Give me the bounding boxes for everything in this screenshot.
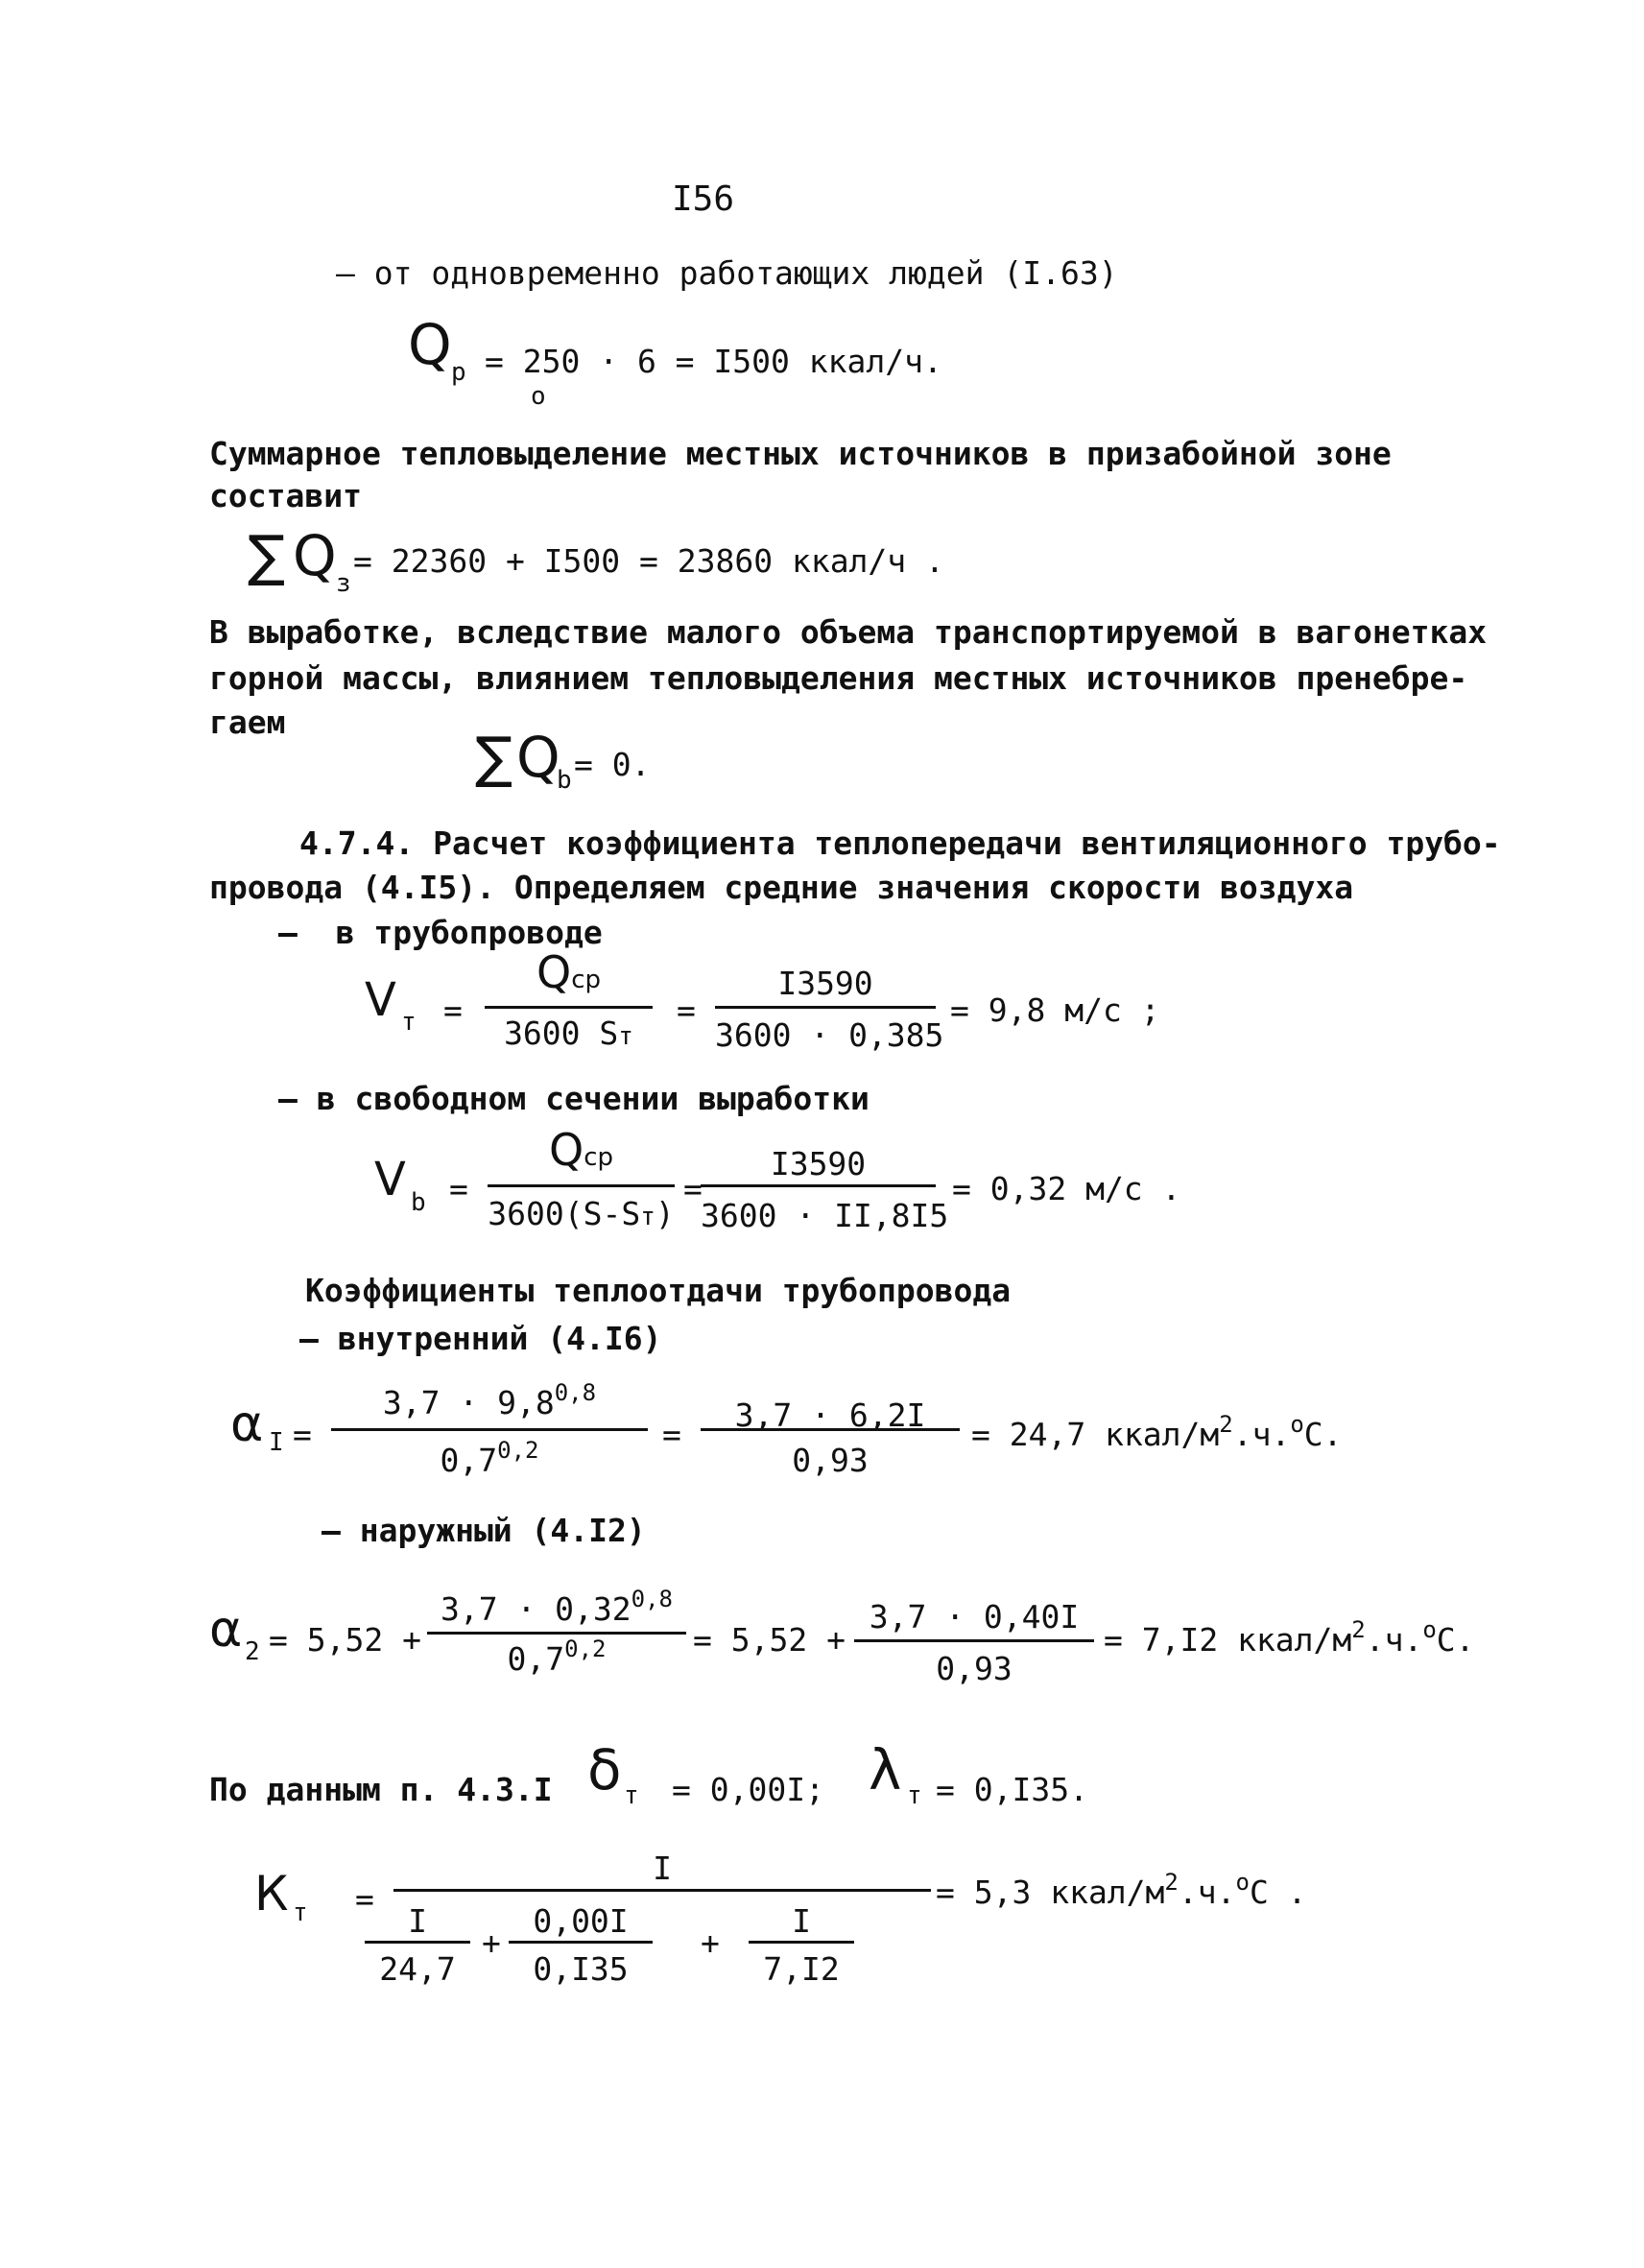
kt-term1-num: I <box>408 1902 427 1940</box>
formula-kt-result-sup: 2 <box>1164 1869 1179 1896</box>
formula-alpha2-num1 <box>427 1586 686 1628</box>
formula-kt-result-text3: С . <box>1249 1874 1307 1911</box>
formula-vb-eq2: = <box>683 1170 703 1207</box>
lambda-sub: т <box>907 1781 922 1810</box>
formula-alpha2-eq2: = 5,52 + <box>693 1621 846 1659</box>
formula-vb-num1-sub: ср <box>584 1143 614 1172</box>
formula-alpha1-den1-text: 0,7 <box>440 1442 498 1479</box>
formula-alpha1-result-text2: .ч. <box>1232 1416 1291 1453</box>
formula-vb-num2: I3590 <box>770 1145 867 1182</box>
fraction-bar <box>427 1632 686 1635</box>
formula-alpha1-num2: 3,7 · 6,2I <box>734 1397 926 1434</box>
formula-vt-num2: I3590 <box>777 965 873 1002</box>
formula-alpha1-num1-sup: 0,8 <box>554 1379 597 1406</box>
formula-vt-num1 <box>485 946 653 998</box>
heading-heat-transfer-coef: Коэффициенты теплоотдачи трубопровода <box>305 1272 1012 1309</box>
formula-kt-result-text2: .ч. <box>1178 1874 1236 1911</box>
formula-kt-numerator: I <box>653 1850 672 1887</box>
fraction-bar <box>749 1941 854 1944</box>
list-item-internal: – внутренний (4.I6) <box>299 1320 662 1357</box>
fraction-bar <box>488 1184 675 1187</box>
formula-alpha2-den1 <box>427 1635 686 1678</box>
fraction-bar <box>854 1639 1094 1642</box>
text-line-people: – от одновременно работающих людей (I.63) <box>336 254 1118 292</box>
formula-alpha1-symbol: α <box>230 1396 264 1453</box>
delta-value: = 0,00I; <box>672 1771 824 1808</box>
paragraph-sum-line1: Суммарное тепловыделение местных источников в призабойной зоне <box>209 435 1392 472</box>
formula-sum-qz-symbol: Q <box>293 523 337 588</box>
formula-vb-den1 <box>488 1195 675 1232</box>
formula-vt-den2: 3600 · 0,385 <box>715 1016 944 1054</box>
formula-sum-qb-rhs: = 0. <box>574 746 651 783</box>
formula-alpha1-result <box>971 1411 1343 1453</box>
formula-alpha1-num1 <box>331 1379 648 1421</box>
formula-vt-den1-sub: т <box>618 1022 633 1051</box>
formula-vb-den1-sub: т <box>640 1203 655 1231</box>
data-line-text: По данным п. 4.3.I <box>209 1771 553 1808</box>
formula-alpha2-result-sup: 2 <box>1351 1616 1366 1643</box>
formula-vb-den1-text: 3600(S-S <box>488 1195 641 1232</box>
formula-alpha2-result-text2: .ч. <box>1365 1621 1423 1659</box>
formula-alpha1-den1-sup: 0,2 <box>497 1437 539 1464</box>
formula-qp-mark: o <box>531 382 546 411</box>
formula-vt-den1-text: 3600 S <box>504 1015 619 1052</box>
formula-kt-symbol: К <box>254 1866 289 1922</box>
formula-alpha2-result <box>1104 1616 1475 1659</box>
formula-alpha2-result-text3: С. <box>1436 1621 1475 1659</box>
formula-alpha1-eq: = <box>293 1416 312 1453</box>
formula-kt-eq: = <box>355 1880 374 1918</box>
formula-qp-symbol: Q <box>408 312 452 377</box>
formula-vt-num1-sub: ср <box>571 966 602 994</box>
kt-plus2: + <box>701 1924 720 1962</box>
formula-alpha1-eq2: = <box>662 1416 681 1453</box>
formula-alpha2-num1-sup: 0,8 <box>631 1586 674 1612</box>
delta-symbol: δ <box>587 1737 622 1802</box>
formula-qp-sub: p <box>451 358 466 387</box>
lambda-symbol: λ <box>869 1737 902 1802</box>
fraction-bar <box>485 1006 653 1009</box>
formula-kt-result <box>936 1869 1307 1911</box>
formula-alpha2-den2: 0,93 <box>936 1650 1013 1687</box>
formula-kt-result-text: = 5,3 ккал/м <box>936 1874 1165 1911</box>
list-item-pipeline: – в трубопроводе <box>278 914 603 951</box>
formula-sum-qz-sub: з <box>336 569 351 598</box>
formula-vb-eq: = <box>449 1170 468 1207</box>
fraction-bar <box>715 1006 936 1009</box>
formula-vb-den1-end: ) <box>655 1195 675 1232</box>
fraction-bar <box>701 1184 936 1187</box>
kt-term3-den: 7,I2 <box>763 1950 840 1988</box>
paragraph-mine-line3: гаем <box>209 704 286 741</box>
formula-vb-num1 <box>488 1124 675 1176</box>
formula-alpha2-result-text: = 7,I2 ккал/м <box>1104 1621 1352 1659</box>
delta-sub: т <box>624 1781 639 1810</box>
page-number: I56 <box>672 179 735 219</box>
paragraph-mine-line1: В выработке, вследствие малого объема транспортируемой в вагонетках <box>209 613 1488 651</box>
formula-alpha1-result-text3: С. <box>1303 1416 1343 1453</box>
formula-sum-qz-rhs: = 22360 + I500 = 23860 ккал/ч . <box>353 542 944 580</box>
paragraph-sum-line2: составит <box>209 477 362 514</box>
fraction-bar <box>393 1889 931 1892</box>
formula-vb-num1-q: Q <box>548 1124 584 1176</box>
fraction-bar <box>331 1428 648 1431</box>
formula-sum-qb-sub: b <box>557 766 572 795</box>
formula-alpha2-result-sup2: о <box>1422 1616 1437 1643</box>
formula-alpha1-den1 <box>331 1437 648 1479</box>
formula-qp-rhs: = 250 · 6 = I500 ккал/ч. <box>485 343 942 380</box>
section-474-line1: 4.7.4. Расчет коэффициента теплопередачи вентиляционного трубо- <box>299 824 1501 862</box>
formula-vt-result: = 9,8 м/с ; <box>950 991 1160 1029</box>
fraction-bar <box>701 1428 960 1431</box>
formula-kt-sub: т <box>293 1898 308 1927</box>
section-474-line2: провода (4.I5). Определяем средние значения скорости воздуха <box>209 869 1354 906</box>
kt-term2-den: 0,I35 <box>533 1950 629 1988</box>
formula-sum-qb-symbol: Q <box>516 725 560 790</box>
formula-vt-eq2: = <box>677 991 696 1029</box>
formula-vb-sub: b <box>411 1188 426 1217</box>
formula-alpha2-num1-text: 3,7 · 0,32 <box>440 1590 631 1628</box>
formula-alpha2-sub: 2 <box>245 1637 260 1666</box>
fraction-bar <box>509 1941 653 1944</box>
formula-vb-result: = 0,32 м/с . <box>952 1170 1181 1207</box>
kt-term1-den: 24,7 <box>379 1950 456 1988</box>
formula-vt-num1-q: Q <box>536 946 572 998</box>
formula-alpha2-symbol: α <box>209 1601 243 1659</box>
formula-alpha1-num1-text: 3,7 · 9,8 <box>382 1384 555 1421</box>
formula-alpha2-eq: = 5,52 + <box>269 1621 421 1659</box>
list-item-external: – наружный (4.I2) <box>322 1512 646 1549</box>
lambda-value: = 0,I35. <box>936 1771 1088 1808</box>
formula-vb-symbol: V <box>374 1153 406 1206</box>
formula-alpha1-result-text: = 24,7 ккал/м <box>971 1416 1220 1453</box>
formula-vt-sub: т <box>401 1008 417 1037</box>
paragraph-mine-line2: горной массы, влиянием тепловыделения местных источников пренебре- <box>209 659 1468 697</box>
kt-plus1: + <box>482 1924 501 1962</box>
formula-alpha2-den1-sup: 0,2 <box>564 1635 607 1662</box>
formula-vt-den1 <box>485 1015 653 1052</box>
formula-alpha1-result-sup: 2 <box>1219 1411 1233 1438</box>
formula-alpha1-den2: 0,93 <box>792 1442 869 1479</box>
formula-kt-result-sup2: о <box>1235 1869 1250 1896</box>
formula-sum-qb-sigma: ∑ <box>475 725 513 790</box>
list-item-free-section: – в свободном сечении выработки <box>278 1080 870 1117</box>
formula-alpha2-num2: 3,7 · 0,40I <box>869 1598 1080 1635</box>
kt-term2-num: 0,00I <box>533 1902 629 1940</box>
formula-alpha1-sub: I <box>269 1428 284 1457</box>
formula-sum-qz-sigma: ∑ <box>248 523 286 588</box>
formula-vt-symbol: V <box>365 973 396 1027</box>
formula-alpha1-result-sup2: о <box>1290 1411 1304 1438</box>
formula-alpha2-den1-text: 0,7 <box>507 1640 565 1678</box>
fraction-bar <box>365 1941 470 1944</box>
formula-vb-den2: 3600 · II,8I5 <box>701 1197 949 1234</box>
formula-vt-eq: = <box>443 991 463 1029</box>
kt-term3-num: I <box>792 1902 811 1940</box>
